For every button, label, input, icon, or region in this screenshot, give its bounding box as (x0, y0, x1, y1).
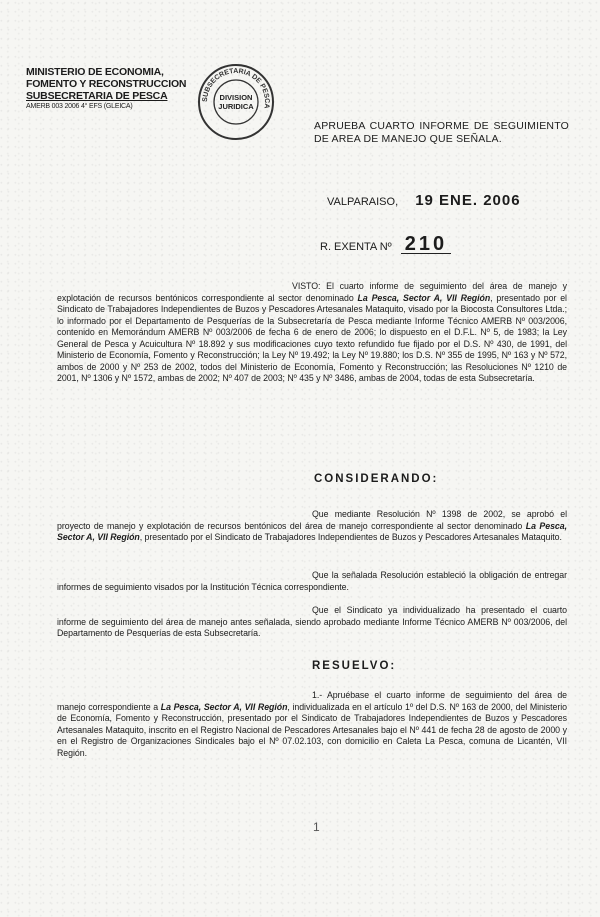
date: 19 ENE. 2006 (415, 192, 521, 209)
considerando-paragraph-1 (57, 509, 567, 544)
exempt-resolution-number (320, 235, 451, 254)
stamp-center-bottom: JURIDICA (218, 102, 254, 111)
considerando-paragraph-2 (57, 570, 567, 593)
document-reference: AMERB 003 2006 4° EFS (GLEICA) (26, 103, 133, 110)
official-stamp (196, 62, 276, 142)
considerando-1-sector: La Pesca, Sector A, VII Región (57, 520, 567, 542)
resuelvo-heading: RESUELVO: (312, 660, 397, 672)
exenta-number: 210 (401, 235, 451, 254)
considerando-heading: CONSIDERANDO: (314, 473, 439, 485)
considerando-paragraph-3 (57, 605, 567, 640)
exenta-label: R. EXENTA Nº (320, 241, 392, 253)
place-and-date (327, 192, 521, 209)
place: VALPARAISO, (327, 196, 399, 208)
ministry-name-cont: FOMENTO Y RECONSTRUCCION (26, 78, 187, 90)
considerando-1-lead: Que mediante Resolución Nº 1398 de 2002, se aprobó el proyecto de manejo y explotación de recursos bentónicos del área de manejo correspondiente al sector denominado (57, 509, 567, 531)
stamp-ring-text: SUBSECRETARIA DE PESCA (201, 67, 271, 109)
page-mark: 1 (313, 820, 320, 834)
stamp-center-top: DIVISION (219, 93, 253, 102)
considerando-1-rest: , presentado por el Sindicato de Trabajadores Independientes de Buzos y Pescadores Artesanales Mataquito. (139, 532, 562, 542)
visto-paragraph (57, 281, 567, 385)
resuelvo-1-rest: , individualizada en el artículo 1º del D.S. Nº 163 de 2000, del Ministerio de Economía, Fomento y Reconstrucción, presentado por el Sindicato de Trabajadores Independientes de Buzos y Pescadores Artesanales Mataquito, inscrito en el Registro Nacional de Pescadores Artesanales bajo el Nº 441 de fecha 28 de agosto de 2000 y en el Registro de Organizaciones Sindicales bajo el Nº 07.02.103, con domicilio en Caleta La Pesca, comuna de Licantén, VII Región. (57, 701, 567, 758)
considerando-2-text: Que la señalada Resolución estableció la obligación de entregar informes de seguimiento visados por la Institución Técnica correspondiente. (57, 570, 567, 592)
visto-lead: VISTO: El cuarto informe de seguimiento del área de manejo y explotación de recursos bentónicos correspondiente al sector denominado (57, 281, 567, 303)
resolution-summary: APRUEBA CUARTO INFORME DE SEGUIMIENTO DE AREA DE MANEJO QUE SEÑALA. (314, 120, 569, 145)
ministry-name: MINISTERIO DE ECONOMIA, (26, 66, 164, 78)
undersecretariat-name: SUBSECRETARIA DE PESCA (26, 90, 168, 102)
resuelvo-paragraph-1 (57, 690, 567, 759)
visto-sector: La Pesca, Sector A, VII Región (357, 292, 491, 303)
visto-rest: , presentado por el Sindicato de Trabajadores Independientes de Buzos y Pescadores Artesanales Mataquito, visado por la Biocosta Consultores Ltda.; lo informado por el Departamento de Pesquerías de la Subsecretaría de Pesca mediante Informe Técnico AMERB Nº 003/2006, contenido en Memorándum AMERB Nº 003/2006 de fecha 6 de enero de 2006; lo dispuesto en el D.F.L. Nº 5, de 1983; la Ley General de Pesca y Acuicultura Nº 18.892 y sus modificaciones cuyo texto refundido fue fijado por el D.S. Nº 430, de 1991, del Ministerio de Economía, Fomento y Reconstrucción; la Ley Nº 19.492; la Ley Nº 19.880; los D.S. Nº 355 de 1995, Nº 163 y Nº 572, ambos de 2000 y Nº 253 de 2002, todos del Ministerio de Economía, Fomento y Reconstrucción; las Resoluciones Nº 1210 de 2001, Nº 1306 y Nº 1572, ambas de 2002; Nº 407 de 2003; Nº 435 y Nº 3486, ambas de 2004, todas de esta Subsecretaría. (57, 292, 567, 383)
considerando-3-text: Que el Sindicato ya individualizado ha presentado el cuarto informe de seguimiento del área de manejo antes señalada, siendo aprobado mediante Informe Técnico AMERB Nº 003/2006, del Departamento de Pesquerías de esta Subsecretaría. (57, 605, 567, 638)
resuelvo-1-lead: 1.- Apruébase el cuarto informe de seguimiento del área de manejo correspondiente a (57, 690, 567, 712)
resuelvo-1-sector: La Pesca, Sector A, VII Región (160, 701, 288, 712)
